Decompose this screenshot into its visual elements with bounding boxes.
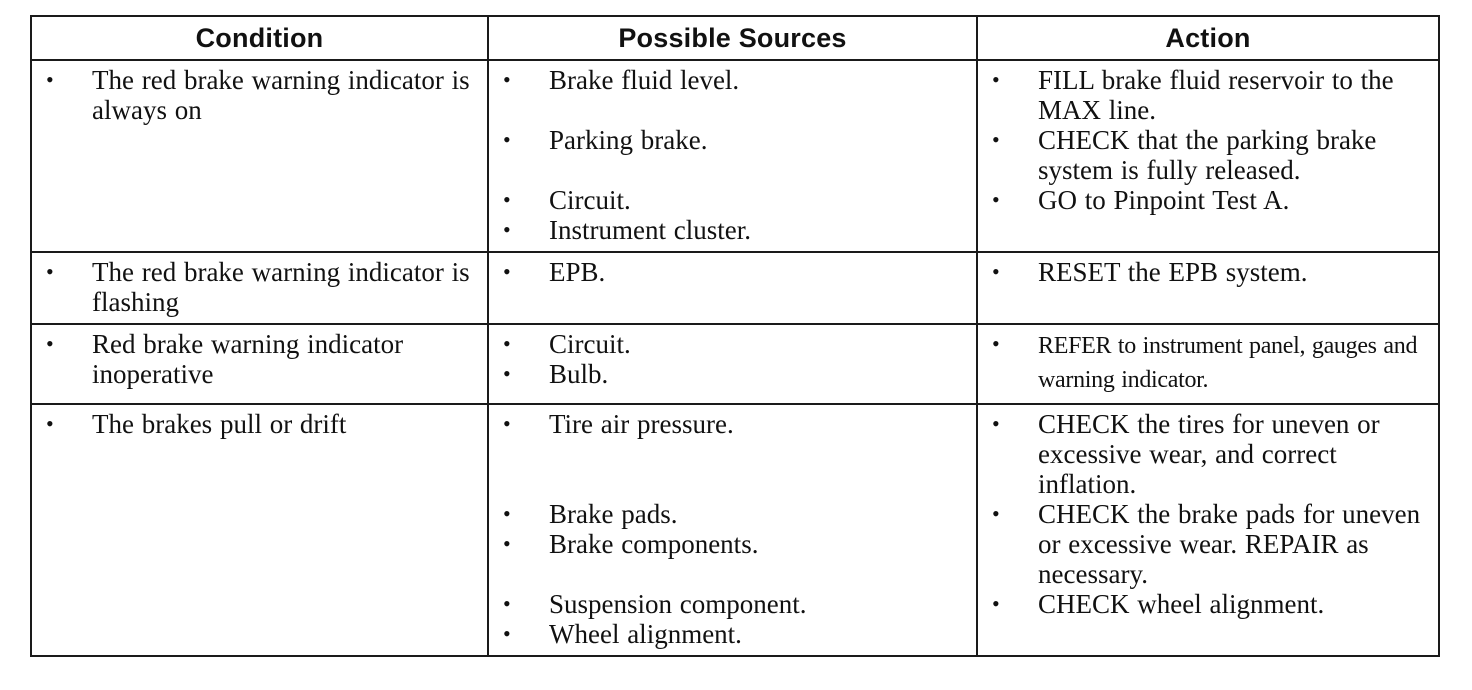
source-text: Circuit. xyxy=(549,185,631,215)
table-header-row xyxy=(31,16,1439,60)
list-item xyxy=(40,329,481,389)
bullet-icon: • xyxy=(503,621,511,646)
bullet-icon: • xyxy=(503,501,511,526)
table-row xyxy=(31,404,1439,656)
list-item xyxy=(986,257,1432,287)
header-possible-sources: Possible Sources xyxy=(488,16,977,60)
bullet-icon: • xyxy=(503,259,511,284)
bullet-icon: • xyxy=(503,361,511,386)
bullet-icon: • xyxy=(46,259,54,284)
list-item xyxy=(497,499,970,529)
table-row xyxy=(31,324,1439,404)
table-row xyxy=(31,60,1439,252)
bullet-icon: • xyxy=(992,501,1000,526)
action-text: CHECK that the parking brake system is fully released. xyxy=(1038,125,1377,185)
source-text: EPB. xyxy=(549,257,606,287)
action-text: GO to Pinpoint Test A. xyxy=(1038,185,1290,215)
source-text: Wheel alignment. xyxy=(549,619,742,649)
list-item xyxy=(986,125,1432,185)
condition-text: The red brake warning indicator is always on xyxy=(92,65,470,125)
list-item xyxy=(40,257,481,317)
bullet-icon: • xyxy=(503,331,511,356)
source-text: Brake fluid level. xyxy=(549,65,740,95)
bullet-icon: • xyxy=(503,127,511,152)
bullet-icon: • xyxy=(46,411,54,436)
list-item xyxy=(497,619,970,649)
source-text: Parking brake. xyxy=(549,125,708,155)
action-text: REFER to instrument panel, gauges and warning indicator. xyxy=(1038,333,1418,393)
source-text: Bulb. xyxy=(549,359,609,389)
action-text: CHECK the tires for uneven or excessive wear, and correct inflation. xyxy=(1038,409,1380,499)
bullet-icon: • xyxy=(992,67,1000,92)
table-row xyxy=(31,252,1439,324)
condition-cell xyxy=(31,252,488,324)
list-item xyxy=(497,589,970,619)
sources-cell xyxy=(488,324,977,404)
bullet-icon: • xyxy=(992,411,1000,436)
action-text: CHECK the brake pads for uneven or excessive wear. REPAIR as necessary. xyxy=(1038,499,1421,589)
bullet-icon: • xyxy=(992,591,1000,616)
bullet-icon: • xyxy=(503,411,511,436)
list-item xyxy=(497,359,970,389)
bullet-icon: • xyxy=(503,187,511,212)
source-text: Instrument cluster. xyxy=(549,215,751,245)
list-item xyxy=(986,499,1432,589)
source-text: Suspension component. xyxy=(549,589,807,619)
list-item xyxy=(986,65,1432,125)
condition-text: Red brake warning indicator inoperative xyxy=(92,329,404,389)
bullet-icon: • xyxy=(992,259,1000,284)
condition-cell xyxy=(31,404,488,656)
bullet-icon: • xyxy=(992,331,1000,356)
source-text: Tire air pressure. xyxy=(549,409,734,439)
diagnostic-table xyxy=(30,15,1440,657)
list-item xyxy=(986,589,1432,619)
header-condition: Condition xyxy=(31,16,488,60)
list-item xyxy=(497,257,970,287)
list-item xyxy=(986,185,1432,215)
action-text: CHECK wheel alignment. xyxy=(1038,589,1325,619)
sources-cell xyxy=(488,60,977,252)
list-item xyxy=(497,185,970,215)
list-item xyxy=(497,65,970,95)
bullet-icon: • xyxy=(503,591,511,616)
action-cell xyxy=(977,324,1439,404)
action-cell xyxy=(977,252,1439,324)
condition-text: The brakes pull or drift xyxy=(92,409,347,439)
list-item xyxy=(497,125,970,155)
list-item xyxy=(40,409,481,439)
condition-cell xyxy=(31,60,488,252)
action-text: FILL brake fluid reservoir to the MAX line. xyxy=(1038,65,1394,125)
condition-cell xyxy=(31,324,488,404)
action-text: RESET the EPB system. xyxy=(1038,257,1308,287)
bullet-icon: • xyxy=(46,331,54,356)
bullet-icon: • xyxy=(992,127,1000,152)
list-item xyxy=(497,215,970,245)
action-cell xyxy=(977,60,1439,252)
list-item xyxy=(40,65,481,125)
bullet-icon: • xyxy=(503,217,511,242)
action-cell xyxy=(977,404,1439,656)
sources-cell xyxy=(488,404,977,656)
source-text: Brake pads. xyxy=(549,499,678,529)
bullet-icon: • xyxy=(503,67,511,92)
list-item xyxy=(986,409,1432,499)
header-action: Action xyxy=(977,16,1439,60)
list-item xyxy=(986,329,1432,397)
list-item xyxy=(497,409,970,439)
sources-cell xyxy=(488,252,977,324)
list-item xyxy=(497,529,970,559)
source-text: Brake components. xyxy=(549,529,759,559)
source-text: Circuit. xyxy=(549,329,631,359)
bullet-icon: • xyxy=(503,531,511,556)
bullet-icon: • xyxy=(46,67,54,92)
condition-text: The red brake warning indicator is flashing xyxy=(92,257,470,317)
list-item xyxy=(497,329,970,359)
bullet-icon: • xyxy=(992,187,1000,212)
